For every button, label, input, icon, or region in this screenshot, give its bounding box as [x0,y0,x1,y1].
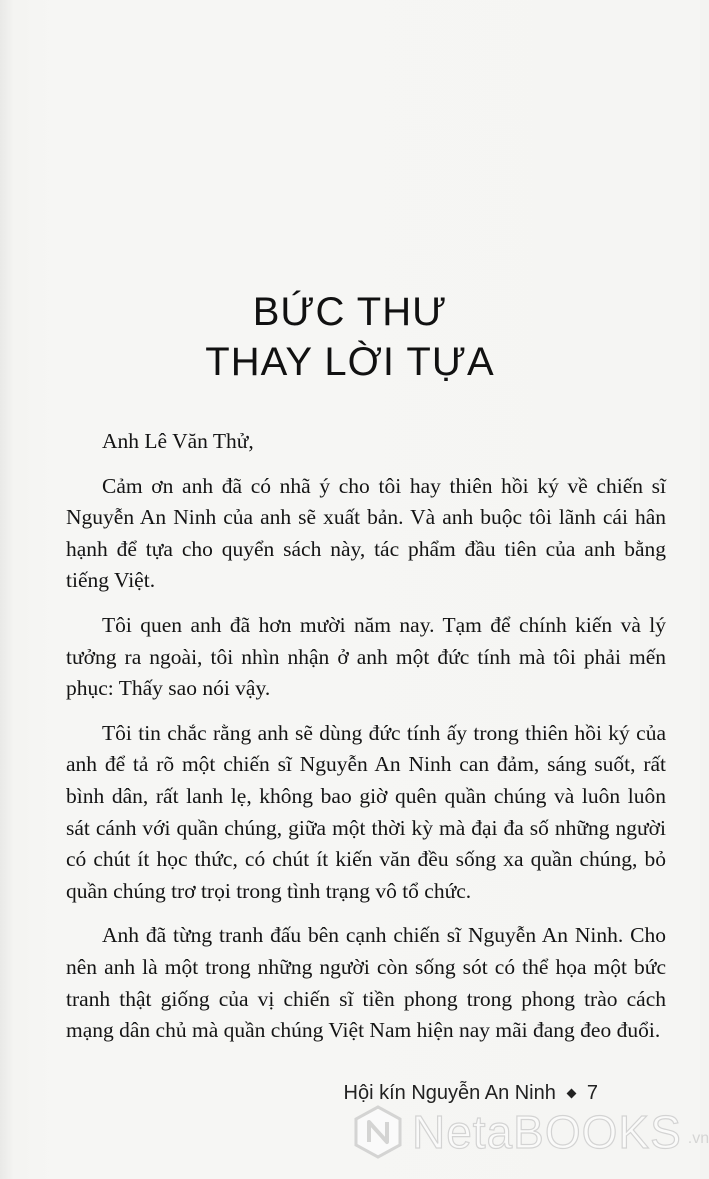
watermark-suffix: .vn [687,1130,709,1147]
footer-book-title: Hội kín Nguyễn An Ninh [343,1082,556,1104]
netabooks-watermark [350,1104,709,1160]
letter-paragraph-2: Tôi quen anh đã hơn mười năm nay. Tạm để chính kiến và lý tưởng ra ngoài, tôi nhìn nhận ở anh một đức tính mà tôi phải mến phục: Thấy sao nói vậy. [66,612,666,701]
running-footer [344,1082,598,1105]
chapter-title-line-2: THAY LỜI TỰA [205,340,495,384]
letter-body [66,426,666,1060]
letter-paragraph-3: Tôi tin chắc rằng anh sẽ dùng đức tính ấy trong thiên hồi ký của anh để tả rõ một chiến sĩ Nguyễn An Ninh can đảm, sáng suốt, rất bình dân, rất lanh lẹ, không bao giờ quên quần chúng và luôn luôn sát cánh với quần chúng, giữa một thời kỳ mà đại đa số những người có chút ít học thức, có chút ít kiến văn đều sống xa quần chúng, bỏ quần chúng trơ trọi trong tình trạng vô tổ chức. [66,720,666,903]
letter-paragraph-1: Cảm ơn anh đã có nhã ý cho tôi hay thiên hồi ký về chiến sĩ Nguyễn An Ninh của anh sẽ xuất bản. Và anh buộc tôi lãnh cái hân hạnh để tựa cho quyển sách này, tác phẩm đầu tiên của anh bằng tiếng Việt. [66,473,666,593]
diamond-bullet-icon [566,1089,576,1099]
letter-salutation: Anh Lê Văn Thử, [102,429,254,453]
watermark-brand: NetaBOOKS [412,1106,682,1158]
letter-paragraph-4: Anh đã từng tranh đấu bên cạnh chiến sĩ Nguyễn An Ninh. Cho nên anh là một trong những người còn sống sót có thể họa một bức tranh thật giống của vị chiến sĩ tiền phong trong phong trào cách mạng dân chủ mà quần chúng Việt Nam hiện nay mãi đang đeo đuổi. [66,923,666,1043]
chapter-title-line-1: BỨC THƯ [252,290,448,334]
netabooks-logo-icon [350,1104,406,1160]
page-number: 7 [586,1082,598,1104]
